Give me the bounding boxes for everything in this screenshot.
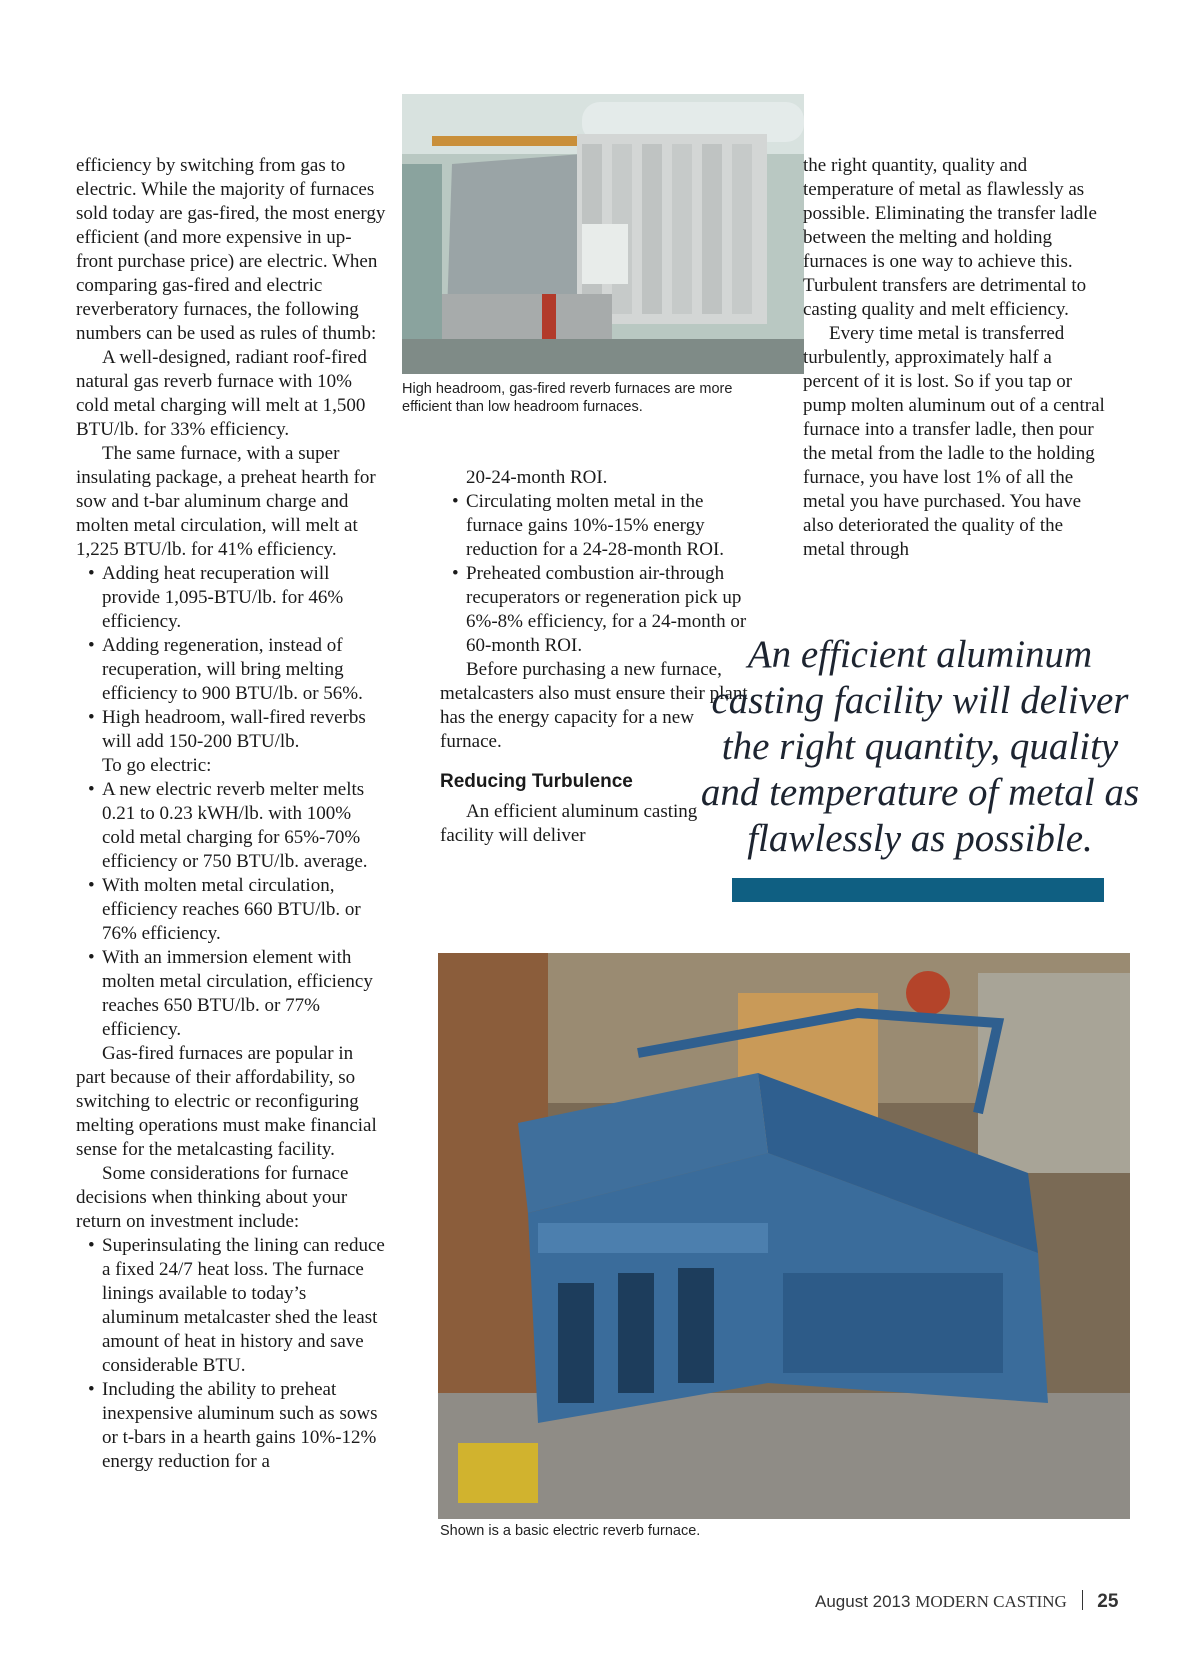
bullet-item: • Including the ability to preheat inexpensive aluminum such as sows or t-bars in a hearth gains 10%-12% energy reduction for a [76, 1378, 386, 1474]
electric-furnace-illustration [438, 953, 1130, 1519]
bullet-list [76, 778, 386, 1042]
bullet-item: • Preheated combustion air-through recuperators or regeneration pick up 6%-8% efficiency, for a 24-month or 60-month ROI. [440, 562, 750, 658]
column-1 [76, 154, 386, 1474]
electric-furnace-photo [438, 953, 1130, 1519]
paragraph: The same furnace, with a super insulating package, a preheat hearth for sow and t-bar aluminum charge and molten metal circulation, will melt at 1,225 BTU/lb. for 41% efficiency. [76, 443, 376, 560]
bullet-item: • Adding regeneration, instead of recuperation, will bring melting efficiency to 900 BTU/lb. or 56%. [76, 634, 386, 706]
bullet-list [76, 1234, 386, 1474]
paragraph: An efficient aluminum casting facility will deliver [440, 801, 698, 846]
page-footer [815, 1590, 1135, 1614]
page-number: 25 [1097, 1591, 1119, 1612]
bullet-item: • Circulating molten metal in the furnace gains 10%-15% energy reduction for a 24-28-month ROI. [440, 490, 750, 562]
footer-divider [1082, 1590, 1083, 1610]
bullet-item: • With an immersion element with molten metal circulation, efficiency reaches 650 BTU/lb. or 77% efficiency. [76, 946, 386, 1042]
accent-bar [732, 878, 1104, 902]
paragraph: To go electric: [102, 755, 212, 776]
pull-quote: An efficient aluminum casting facility will deliver the right quantity, quality and temperature of metal as flawlessly as possible. [700, 633, 1140, 860]
paragraph: Some considerations for furnace decisions when thinking about your return on investment include: [76, 1163, 349, 1232]
bullet-item: • High headroom, wall-fired reverbs will add 150-200 BTU/lb. [76, 706, 386, 754]
subheading: Reducing Turbulence [440, 771, 633, 792]
bullet-item: • With molten metal circulation, efficiency reaches 660 BTU/lb. or 76% efficiency. [76, 874, 386, 946]
paragraph: the right quantity, quality and temperature of metal as flawlessly as possible. Eliminating the transfer ladle between the melting and holding furnaces is one way to achieve this. Turbulent transfers are detrimental to casting quality and melt efficiency. [803, 155, 1097, 320]
photo-caption: Shown is a basic electric reverb furnace. [440, 1523, 701, 1539]
issue-date: August 2013 [815, 1592, 911, 1611]
paragraph: A well-designed, radiant roof-fired natural gas reverb furnace with 10% cold metal charging will melt at 1,500 BTU/lb. for 33% efficiency. [76, 347, 367, 440]
gas-fired-furnace-photo [402, 94, 804, 374]
bullet-list [76, 562, 386, 754]
bullet-item: • Adding heat recuperation will provide 1,095-BTU/lb. for 46% efficiency. [76, 562, 386, 634]
paragraph: 20-24-month ROI. [466, 467, 608, 488]
column-3 [803, 154, 1108, 562]
photo-caption: High headroom, gas-fired reverb furnaces are more efficient than low headroom furnaces. [402, 381, 733, 415]
paragraph: efficiency by switching from gas to electric. While the majority of furnaces sold today are gas-fired, the most energy efficient (and more expensive in up-front purchase price) are electric. When comparing gas-fired and electric reverberatory furnaces, the following numbers can be used as rules of thumb: [76, 155, 386, 344]
furnace-illustration [402, 94, 804, 374]
bullet-item: • A new electric reverb melter melts 0.21 to 0.23 kWH/lb. with 100% cold metal charging for 65%-70% efficiency or 750 BTU/lb. average. [76, 778, 386, 874]
paragraph: Every time metal is transferred turbulently, approximately half a percent of it is lost. So if you tap or pump molten aluminum out of a central furnace into a transfer ladle, then pour the metal from the ladle to the holding furnace, you have lost 1% of all the metal you have purchased. You have also deteriorated the quality of the metal through [803, 323, 1105, 560]
paragraph: Before purchasing a new furnace, metalcasters also must ensure their plant has the energy capacity for a new furnace. [440, 659, 748, 752]
magazine-name: MODERN CASTING [915, 1592, 1067, 1611]
bullet-item: • Superinsulating the lining can reduce a fixed 24/7 heat loss. The furnace linings available to today’s aluminum metalcaster shed the least amount of heat in history and save considerable BTU. [76, 1234, 386, 1378]
paragraph: Gas-fired furnaces are popular in part because of their affordability, so switching to electric or reconfiguring melting operations must make financial sense for the metalcasting facility. [76, 1043, 377, 1160]
